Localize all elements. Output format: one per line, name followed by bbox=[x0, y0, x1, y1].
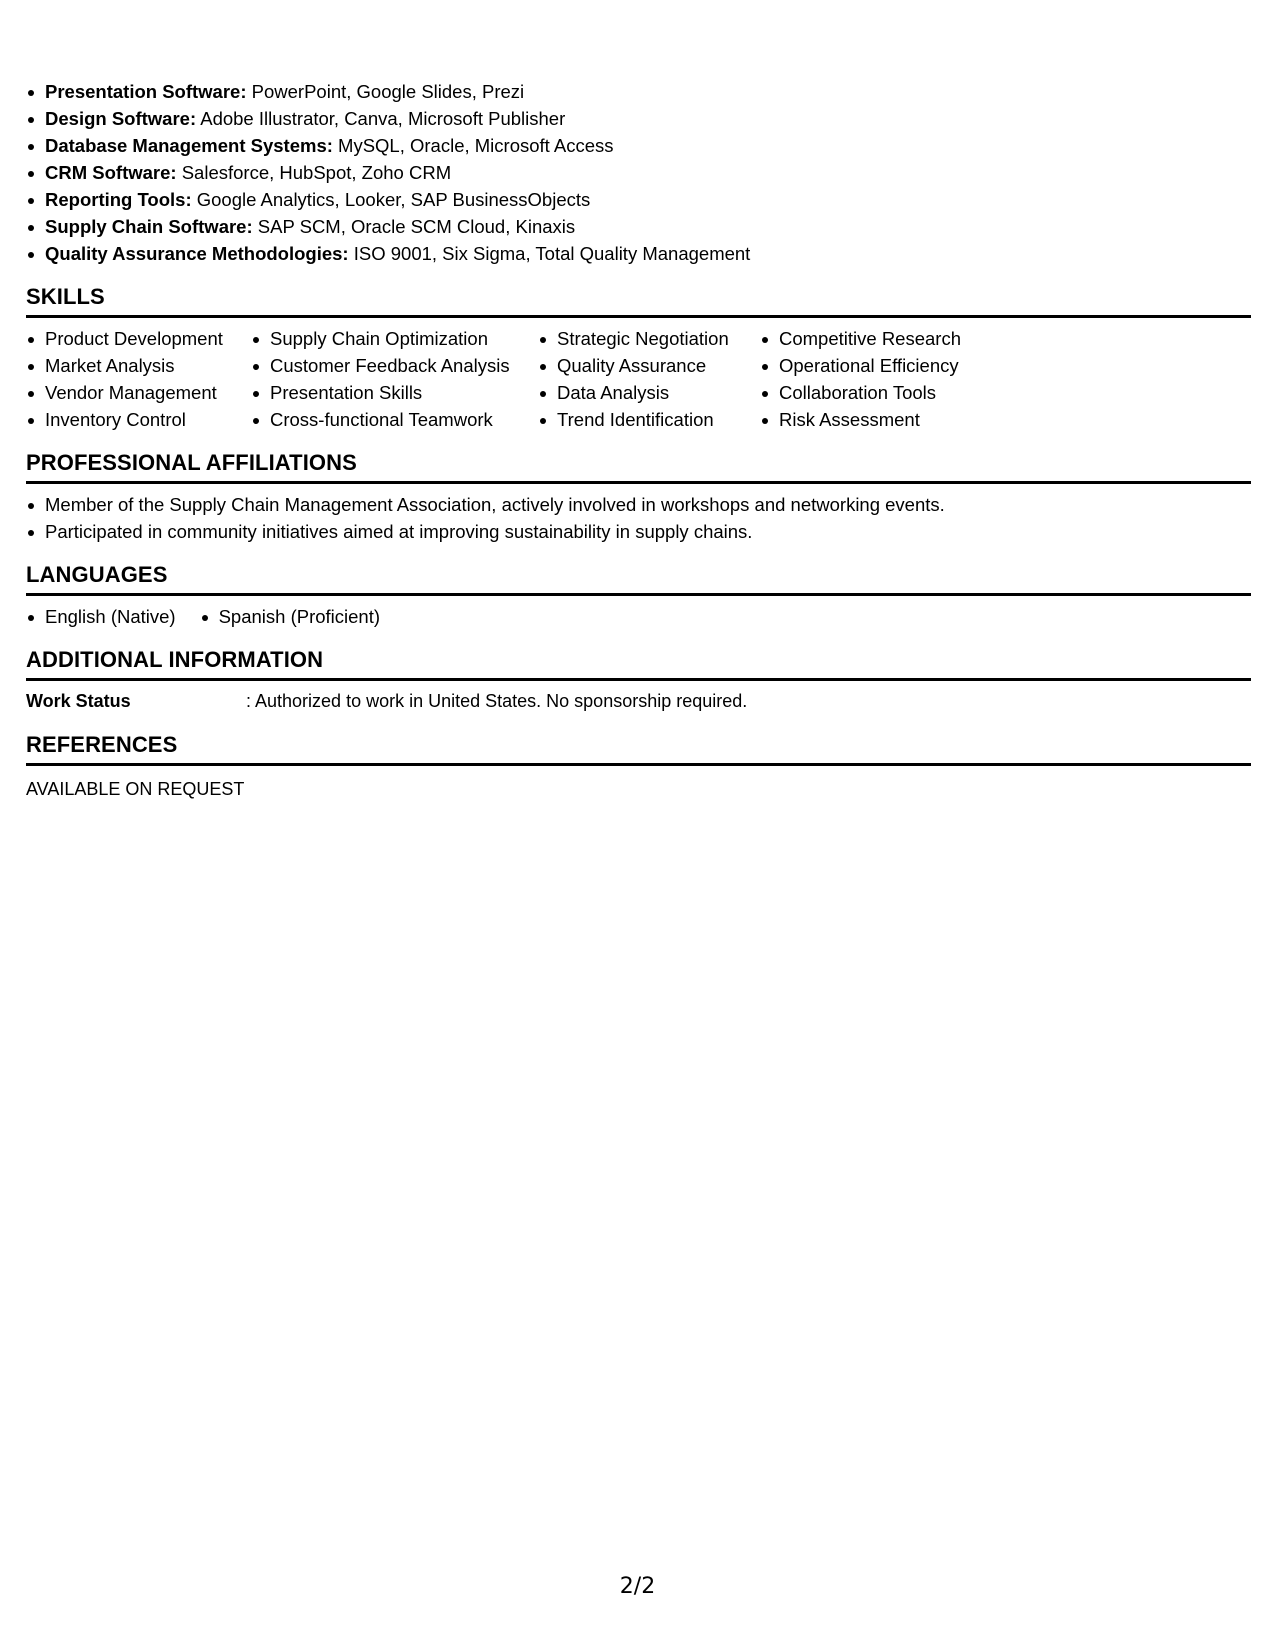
affiliations-heading: PROFESSIONAL AFFILIATIONS bbox=[26, 433, 1251, 484]
skill-item: Competitive Research bbox=[760, 325, 1020, 352]
skill-item: Supply Chain Optimization bbox=[251, 325, 538, 352]
list-item: Member of the Supply Chain Management Association, actively involved in workshops and networking events. bbox=[26, 491, 1251, 518]
tool-value: Google Analytics, Looker, SAP BusinessObjects bbox=[191, 189, 591, 210]
page-number: 2/2 bbox=[619, 1574, 656, 1599]
additional-info-heading: ADDITIONAL INFORMATION bbox=[26, 630, 1251, 681]
skills-heading: SKILLS bbox=[26, 267, 1251, 318]
list-item bbox=[26, 105, 1251, 132]
skills-column bbox=[538, 325, 760, 433]
skill-item: Vendor Management bbox=[26, 379, 251, 406]
affiliations-list bbox=[26, 484, 1251, 545]
work-status-label: Work Status bbox=[26, 691, 131, 711]
languages-list bbox=[26, 596, 1251, 630]
work-status-value: : Authorized to work in United States. No sponsorship required. bbox=[246, 691, 748, 711]
skill-item: Collaboration Tools bbox=[760, 379, 1020, 406]
references-heading: REFERENCES bbox=[26, 715, 1251, 766]
tool-value: Salesforce, HubSpot, Zoho CRM bbox=[176, 162, 452, 183]
skills-grid bbox=[26, 318, 1251, 433]
tool-label: CRM Software: bbox=[45, 162, 177, 183]
skill-item: Customer Feedback Analysis bbox=[251, 352, 538, 379]
skill-item: Cross-functional Teamwork bbox=[251, 406, 538, 433]
skill-item: Market Analysis bbox=[26, 352, 251, 379]
tool-label: Supply Chain Software: bbox=[45, 216, 253, 237]
work-status-row bbox=[26, 681, 1251, 715]
list-item bbox=[26, 159, 1251, 186]
list-item bbox=[26, 132, 1251, 159]
tool-value: ISO 9001, Six Sigma, Total Quality Management bbox=[348, 243, 751, 264]
tool-label: Presentation Software: bbox=[45, 81, 247, 102]
languages-heading: LANGUAGES bbox=[26, 545, 1251, 596]
resume-page bbox=[26, 78, 1251, 803]
tool-label: Design Software: bbox=[45, 108, 197, 129]
list-item bbox=[26, 240, 1251, 267]
tool-value: Adobe Illustrator, Canva, Microsoft Publisher bbox=[196, 108, 566, 129]
tool-label: Reporting Tools: bbox=[45, 189, 192, 210]
list-item: Participated in community initiatives aimed at improving sustainability in supply chains. bbox=[26, 518, 1251, 545]
tool-label: Database Management Systems: bbox=[45, 135, 333, 156]
tools-list bbox=[26, 78, 1251, 267]
tool-label: Quality Assurance Methodologies: bbox=[45, 243, 349, 264]
language-item: English (Native) bbox=[26, 603, 176, 630]
skill-item: Inventory Control bbox=[26, 406, 251, 433]
tool-value: PowerPoint, Google Slides, Prezi bbox=[246, 81, 525, 102]
tool-value: SAP SCM, Oracle SCM Cloud, Kinaxis bbox=[252, 216, 576, 237]
list-item bbox=[26, 78, 1251, 105]
skill-item: Data Analysis bbox=[538, 379, 760, 406]
skill-item: Risk Assessment bbox=[760, 406, 1020, 433]
references-text: AVAILABLE ON REQUEST bbox=[26, 779, 245, 799]
skill-item: Product Development bbox=[26, 325, 251, 352]
language-item: Spanish (Proficient) bbox=[200, 603, 380, 630]
skills-column bbox=[26, 325, 251, 433]
skills-column bbox=[251, 325, 538, 433]
list-item bbox=[26, 213, 1251, 240]
skill-item: Strategic Negotiation bbox=[538, 325, 760, 352]
skill-item: Quality Assurance bbox=[538, 352, 760, 379]
skill-item: Operational Efficiency bbox=[760, 352, 1020, 379]
skill-item: Presentation Skills bbox=[251, 379, 538, 406]
list-item bbox=[26, 186, 1251, 213]
skill-item: Trend Identification bbox=[538, 406, 760, 433]
skills-column bbox=[760, 325, 1020, 433]
tool-value: MySQL, Oracle, Microsoft Access bbox=[332, 135, 614, 156]
